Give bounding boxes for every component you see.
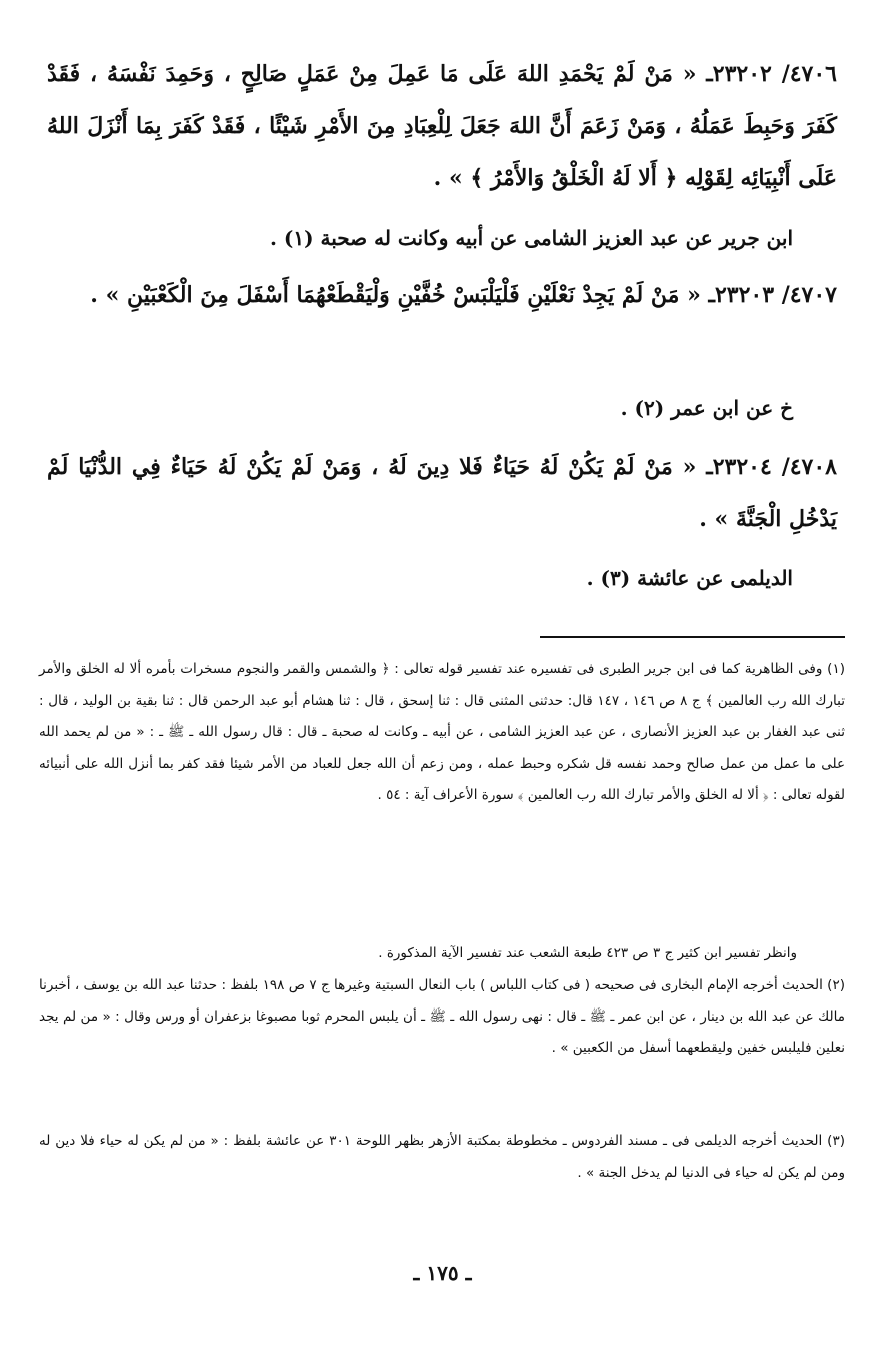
hadith-4707-source: خ عن ابن عمر (٢) .	[620, 396, 793, 420]
hadith-4706-source: ابن جرير عن عبد العزيز الشامى عن أبيه وكانت له صحبة (١) .	[269, 226, 793, 250]
hadith-4706: ٤٧٠٦/ ٢٣٢٠٢ـ « مَنْ لَمْ يَحْمَدِ اللهَ عَلَى مَا عَمِلَ مِنْ عَمَلٍ صَالِحٍ ، وَحَمِدَ نَفْسَهُ ، فَقَدْ كَفَرَ وَحَبِطَ عَمَلُهُ ، وَمَنْ زَعَمَ أَنَّ اللهَ جَعَلَ لِلْعِبَادِ مِنَ الأَمْرِ شَيْئًا ، فَقَدْ كَفَرَ بِمَا أَنْزَلَ اللهُ عَلَى أَنْبِيَائِه لِقَوْلِه ﴿ أَلا لَهُ الْخَلْقُ وَالأَمْرُ ﴾ » .	[47, 61, 837, 191]
footnote-divider	[540, 636, 845, 638]
footnote-1-reference: وانظر تفسير ابن كثير ج ٣ ص ٤٢٣ طبعة الشعب عند تفسير الآية المذكورة .	[378, 945, 797, 961]
footnote-1: (١) وفى الظاهرية كما فى ابن جرير الطبرى فى تفسيره عند تفسير قوله تعالى : ﴿ والشمس والقمر والنجوم مسخرات بأمره ألا له الخلق والأمر تبارك الله رب العالمين ﴾ ج ٨ ص ١٤٦ ، ١٤٧ قال: حدثنى المثنى قال : ثنا إسحق ، قال : ثنا هشام أبو عبد الرحمن قال : ثنا بقية بن الوليد ، قال : ثنى عبد الغفار بن عبد العزيز الأنصارى ، عن عبد العزيز الشامى ، عن أبيه ـ وكانت له صحبة ـ قال : قال رسول الله ـ ﷺ ـ : « من لم يحمد الله على ما عمل من عمل صالح وحمد نفسه قل شكره وحبط عمله ، ومن زعم أن الله جعل للعباد من الأمر شيئا فقد كفر بما أنزل الله على أنبيائه لقوله تعالى : ﴿ ألا له الخلق والأمر تبارك الله رب العالمين ﴾ سورة الأعراف آية : ٥٤ .	[39, 661, 845, 804]
footnote-2: (٢) الحديث أخرجه الإمام البخارى فى صحيحه ( فى كتاب اللباس ) باب النعال السبتية وغيرها ج ٧ ص ١٩٨ بلفظ : حدثنا عبد الله بن يوسف ، أخبرنا مالك عن عبد الله بن دينار ، عن ابن عمر ـ ﷺ ـ قال : نهى رسول الله ـ ﷺ ـ أن يلبس المحرم ثوبا مصبوغا بزعفران أو ورس وقال : « من لم يجد نعلين فليلبس خفين وليقطعهما أسفل من الكعبين » .	[39, 977, 845, 1057]
hadith-4708: ٤٧٠٨/ ٢٣٢٠٤ـ « مَنْ لَمْ يَكُنْ لَهُ حَيَاءٌ فَلا دِينَ لَهُ ، وَمَنْ لَمْ يَكُنْ لَهُ حَيَاءٌ فِي الدُّنْيَا لَمْ يَدْخُلِ الْجَنَّةَ » .	[47, 454, 837, 532]
hadith-4708-source: الديلمى عن عائشة (٣) .	[586, 566, 793, 590]
footnote-3: (٣) الحديث أخرجه الديلمى فى ـ مسند الفردوس ـ مخطوطة بمكتبة الأزهر بظهر اللوحة ٣٠١ عن عائشة بلفظ : « من لم يكن له حياء فلا دين له ومن لم يكن له حياء فى الدنيا لم يدخل الجنة » .	[39, 1133, 845, 1181]
hadith-4707: ٤٧٠٧/ ٢٣٢٠٣ـ « مَنْ لَمْ يَجِدْ نَعْلَيْنِ فَلْيَلْبَسْ خُفَّيْنِ وَلْيَقْطَعْهُمَا أَسْفَلَ مِنَ الْكَعْبَيْنِ » .	[90, 282, 837, 308]
page-number: ـ ١٧٥ ـ	[413, 1261, 472, 1285]
